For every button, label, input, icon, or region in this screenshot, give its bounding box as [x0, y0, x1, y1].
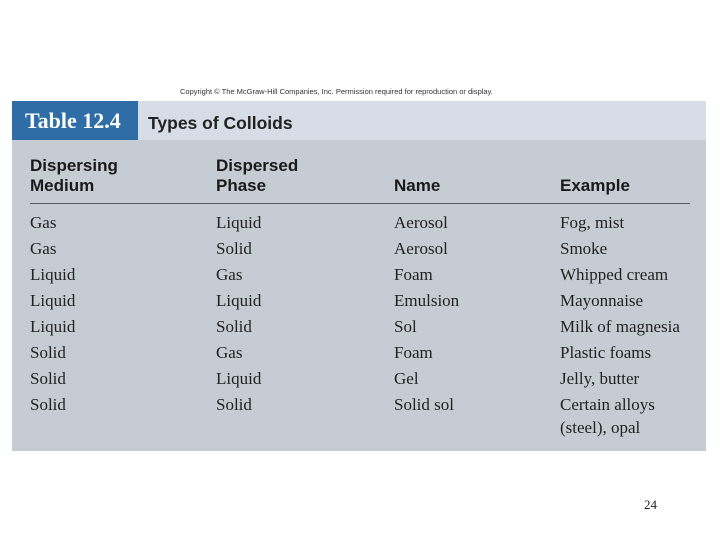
- cell-dispersing-medium: Liquid: [30, 265, 76, 284]
- cell-example: Mayonnaise: [560, 291, 644, 310]
- cell-example: Fog, mist: [560, 213, 625, 232]
- cell-dispersing-medium: Solid: [30, 343, 66, 362]
- table-row: [0, 211, 720, 237]
- cell-name: Aerosol: [394, 239, 448, 258]
- cell-dispersing-medium: Liquid: [30, 317, 76, 336]
- copyright-notice: Copyright © The McGraw-Hill Companies, Inc. Permission required for reproduction or display.: [180, 87, 493, 96]
- header-example: Example: [560, 176, 630, 195]
- table-row: [0, 289, 720, 315]
- cell-name: Foam: [394, 343, 433, 362]
- table-row: [0, 263, 720, 289]
- cell-dispersed-phase: Liquid: [216, 213, 262, 232]
- header-dispersed-phase: Dispersed Phase: [216, 156, 299, 195]
- table-number: Table 12.4: [12, 101, 138, 140]
- cell-dispersed-phase: Liquid: [216, 369, 262, 388]
- cell-example: Jelly, butter: [560, 369, 640, 388]
- cell-name: Foam: [394, 265, 433, 284]
- table-row: [0, 237, 720, 263]
- cell-dispersing-medium: Gas: [30, 213, 57, 232]
- cell-dispersing-medium: Solid: [30, 395, 66, 414]
- cell-dispersing-medium: Gas: [30, 239, 57, 258]
- header-name: Name: [394, 176, 441, 195]
- header-divider: [30, 203, 690, 204]
- cell-dispersed-phase: Liquid: [216, 291, 262, 310]
- cell-example: Smoke: [560, 239, 608, 258]
- table-title: Types of Colloids: [148, 113, 293, 133]
- cell-dispersed-phase: Solid: [216, 395, 252, 414]
- table-row: [0, 367, 720, 393]
- cell-dispersing-medium: Solid: [30, 369, 66, 388]
- cell-example: Milk of magnesia: [560, 317, 680, 336]
- table-title-bar: [12, 101, 706, 140]
- cell-dispersed-phase: Solid: [216, 317, 252, 336]
- cell-dispersed-phase: Gas: [216, 343, 243, 362]
- table-row: [0, 341, 720, 367]
- cell-dispersed-phase: Gas: [216, 265, 243, 284]
- cell-name: Sol: [394, 317, 417, 336]
- cell-dispersed-phase: Solid: [216, 239, 252, 258]
- header-dispersing-medium: Dispersing Medium: [30, 156, 118, 195]
- cell-name: Solid sol: [394, 395, 454, 414]
- table-body: [0, 211, 720, 437]
- cell-example: Whipped cream: [560, 265, 669, 284]
- cell-name: Aerosol: [394, 213, 448, 232]
- page-number: 24: [644, 497, 657, 512]
- table-row: [0, 393, 720, 437]
- cell-example: Certain alloys (steel), opal: [560, 395, 655, 437]
- cell-example: Plastic foams: [560, 343, 652, 362]
- cell-dispersing-medium: Liquid: [30, 291, 76, 310]
- table-row: [0, 315, 720, 341]
- cell-name: Gel: [394, 369, 419, 388]
- cell-name: Emulsion: [394, 291, 460, 310]
